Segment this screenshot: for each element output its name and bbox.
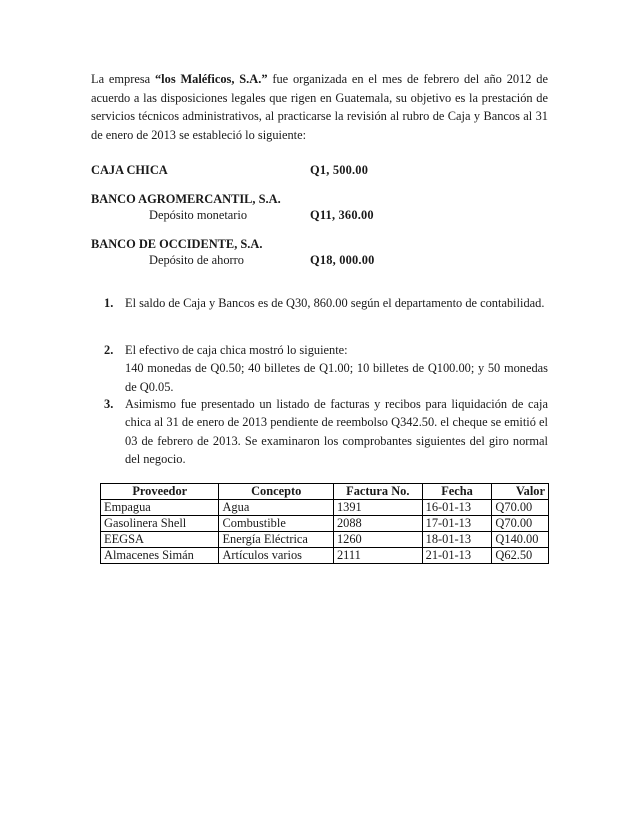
item-text: El saldo de Caja y Bancos es de Q30, 860.00 según el departamento de contabilidad. (125, 296, 545, 310)
intro-before: La empresa (91, 72, 155, 86)
table-header-row (101, 484, 549, 500)
table-row (101, 548, 549, 564)
company-name: “los Maléficos, S.A.” (154, 72, 268, 86)
item-text-continued: 140 monedas de Q0.50; 40 billetes de Q1.00; 10 billetes de Q100.00; y 50 monedas de Q0.05. (125, 361, 548, 394)
list-item (104, 341, 548, 396)
cell-proveedor: Gasolinera Shell (101, 516, 219, 532)
list-item (104, 395, 548, 469)
invoice-table (100, 483, 549, 564)
cell-factura: 1260 (333, 532, 422, 548)
intro-paragraph (91, 70, 548, 144)
banco-agro-sub: Depósito monetario (149, 208, 248, 222)
table-row (101, 500, 549, 516)
cell-proveedor: Empagua (101, 500, 219, 516)
cell-valor: Q140.00 (492, 532, 549, 548)
caja-chica-label: CAJA CHICA (91, 163, 168, 177)
cell-concepto: Energía Eléctrica (219, 532, 333, 548)
banco-occ-amount: Q18, 000.00 (310, 253, 375, 267)
header-fecha: Fecha (422, 484, 492, 500)
item-text: Asimismo fue presentado un listado de facturas y recibos para liquidación de caja chica al 31 de enero de 2013 pendiente de reembolso Q342.50. el cheque se emitió el 03 de febrero de 2013. Se examinaron los comprobantes siguientes del giro normal del negocio. (125, 397, 548, 467)
banco-agro-amount: Q11, 360.00 (310, 208, 374, 222)
intro-after: fue organizada en el mes de febrero del año 2012 de acuerdo a las disposiciones legales que rigen en Guatemala, su objetivo es la prestación de servicios técnicos administrativos, al practicarse la revisión al rubro de Caja y Bancos al 31 de enero de 2013 se estableció lo siguiente: (91, 72, 548, 142)
table-row (101, 532, 549, 548)
table-row (101, 516, 549, 532)
cell-proveedor: EEGSA (101, 532, 219, 548)
cell-factura: 1391 (333, 500, 422, 516)
header-valor: Valor (492, 484, 549, 500)
item-number: 2. (104, 343, 114, 357)
banco-occ-label: BANCO DE OCCIDENTE, S.A. (91, 237, 263, 251)
cell-fecha: 16-01-13 (422, 500, 492, 516)
cell-valor: Q70.00 (492, 516, 549, 532)
item-number: 3. (104, 397, 114, 411)
cell-proveedor: Almacenes Simán (101, 548, 219, 564)
item-number: 1. (104, 296, 114, 310)
header-factura: Factura No. (333, 484, 422, 500)
banco-occ-sub: Depósito de ahorro (149, 253, 244, 267)
banco-agro-label: BANCO AGROMERCANTIL, S.A. (91, 192, 281, 206)
cell-concepto: Agua (219, 500, 333, 516)
cell-valor: Q62.50 (492, 548, 549, 564)
header-concepto: Concepto (219, 484, 333, 500)
cell-concepto: Combustible (219, 516, 333, 532)
cell-factura: 2111 (333, 548, 422, 564)
cell-fecha: 17-01-13 (422, 516, 492, 532)
header-proveedor: Proveedor (101, 484, 219, 500)
item-text: El efectivo de caja chica mostró lo siguiente: (125, 343, 348, 357)
cell-factura: 2088 (333, 516, 422, 532)
list-item (104, 294, 548, 312)
cell-concepto: Artículos varios (219, 548, 333, 564)
cell-fecha: 18-01-13 (422, 532, 492, 548)
caja-chica-amount: Q1, 500.00 (310, 163, 369, 177)
cell-fecha: 21-01-13 (422, 548, 492, 564)
cell-valor: Q70.00 (492, 500, 549, 516)
